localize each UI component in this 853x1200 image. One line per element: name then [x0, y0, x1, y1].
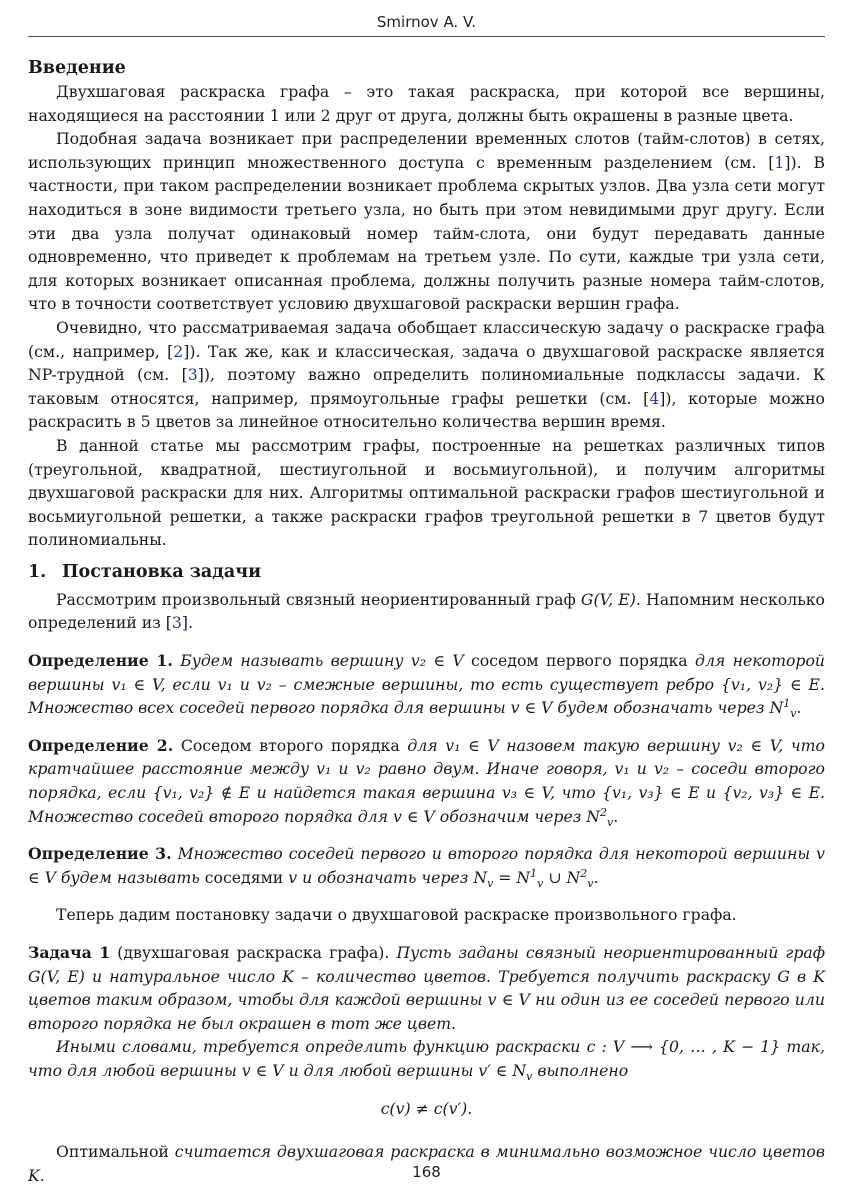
section-1-number: 1. — [28, 561, 47, 582]
definition-2 — [28, 734, 825, 828]
task1-sm2: v ∈ V — [241, 1060, 284, 1080]
citation-link-1[interactable]: 1 — [774, 152, 785, 172]
def2-m10: {v₂, v₃} ∈ E — [722, 783, 821, 803]
citation-link-3[interactable]: 3 — [187, 365, 198, 385]
task1-t1: Пусть заданы связный неориентированный граф — [389, 943, 825, 962]
task1-sm1: c : V ⟶ {0, … , K − 1} — [586, 1037, 781, 1057]
task1-s1: Иными словами, требуется определить функцию раскраски — [56, 1037, 587, 1057]
def2-m4: v₂ — [355, 759, 371, 779]
task-1-restatement — [28, 1035, 825, 1082]
def3-m5sup: 2 — [580, 866, 588, 880]
def2-m6: v₂ — [654, 759, 670, 779]
def1-m7: N — [769, 698, 784, 718]
def1-m5: {v₁, v₂} ∈ E — [720, 674, 821, 694]
def1-t8: будем обозначать через — [552, 698, 770, 718]
def1-t7: . Множество всех соседей первого порядка для вершины — [28, 674, 826, 718]
task1-m1: G(V, E) — [28, 966, 85, 986]
intro-heading: Введение — [28, 58, 126, 78]
def3-m5sub: v — [587, 876, 594, 890]
task1-m4: K — [813, 966, 825, 986]
def2-t10: , что — [550, 783, 602, 803]
def2-m9: {v₁, v₃} ∈ E — [601, 783, 700, 803]
intro-paragraph-1: Двухшаговая раскраска графа – это такая раскраска, при которой все вершины, находящиеся на расстоянии 1 или 2 друг от друга, должны быть окрашены в разные цвета. — [28, 82, 825, 125]
def1-m3: v₁ — [217, 674, 233, 694]
definition-3 — [28, 842, 825, 889]
task1-t4: в — [789, 966, 814, 986]
def3-t3: соседями — [204, 867, 289, 887]
def3-m3: N — [473, 867, 488, 887]
definition-2-label: Определение 2. — [28, 735, 174, 755]
def3-m5: ∪ N — [543, 867, 581, 887]
def3-t1: Множество соседей первого и второго порядка для некоторой вершины — [177, 844, 817, 864]
def2-n2-symbol — [586, 805, 614, 829]
def1-m4: v₂ — [256, 674, 272, 694]
def2-t9: и найдется такая вершина — [250, 783, 502, 803]
def2-t5: и — [331, 759, 356, 779]
article-body — [28, 56, 825, 1187]
task1-sm3: v′ ∈ N — [478, 1060, 527, 1080]
def2-t13: обозначим через — [434, 806, 587, 826]
def1-m1: v₂ ∈ V — [410, 651, 464, 671]
definition-3-label: Определение 3. — [28, 844, 172, 864]
def2-t11: и — [699, 783, 723, 803]
def2-t7: и — [629, 759, 655, 779]
def2-t4: , что кратчайшее расстояние между — [28, 735, 825, 779]
running-head-author: Smirnov A. V. — [376, 13, 477, 31]
task1-m5: v ∈ V — [487, 990, 530, 1010]
intro-paragraph-3 — [28, 316, 825, 434]
def2-t3: назовем такую вершину — [498, 735, 728, 755]
def1-t4: , если — [160, 674, 218, 694]
def1-t3: для некоторой вершины — [28, 651, 825, 694]
section-1-heading — [28, 560, 825, 584]
citation-link-3b[interactable]: 3 — [171, 613, 182, 633]
def2-m2: v₂ ∈ V — [727, 735, 779, 755]
def3-m2: v — [288, 867, 298, 887]
transition-paragraph: Теперь дадим постановку задачи о двухшаговой раскраске произвольного графа. — [56, 905, 737, 925]
intro-paragraph-4: В данной статье мы рассмотрим графы, построенные на решетках различных типов (треугольной, квадратной, шестиугольной и восьмиугольной), и получим алгоритмы двухшаговой раскраски для них. Алгоритмы оптимальной раскраски графов шестиугольной и восьмиугольной решетки, а также раскраски графов треугольной решетки в 7 цветов будут полиномиальны. — [28, 435, 825, 550]
task-1 — [28, 941, 825, 1035]
intro-paragraph-2 — [28, 127, 825, 316]
def1-t6: – смежные вершины, то есть существует ребро — [271, 674, 721, 694]
def3-t4: и обозначать через — [297, 867, 474, 887]
def3-m4sub: v — [537, 876, 544, 890]
task1-t3: – количество цветов. Требуется получить раскраску — [293, 966, 778, 986]
page-number: 168 — [412, 1163, 441, 1181]
def3-m4sup: 1 — [530, 866, 538, 880]
intro-p3-text-c: ]), поэтому важно определить полиномиальные подклассы задачи. К таковым относятся, например, прямоугольные графы решетки (см. [ — [28, 365, 825, 408]
task1-s2: так, что для любой вершины — [28, 1037, 825, 1080]
def1-m2: v₁ ∈ V — [111, 674, 161, 694]
task-1-parenthetical: (двухшаговая раскраска графа). — [110, 943, 390, 962]
def2-m1: v₁ ∈ V — [445, 735, 499, 755]
intro-p3-text-d: ]), которые можно раскрасить в 5 цветов за линейное относительно количества вершин время. — [28, 388, 825, 432]
section-1-title: Постановка задачи — [62, 561, 262, 582]
def3-m4: = N — [493, 867, 531, 887]
def2-m11: v ∈ V — [393, 806, 435, 826]
def2-t2: для — [407, 735, 446, 755]
final-t3: K — [28, 1165, 40, 1185]
definition-1 — [28, 649, 825, 720]
citation-link-2[interactable]: 2 — [173, 341, 184, 361]
def3-m1: v ∈ V — [28, 844, 825, 887]
def1-m6: v ∈ V — [510, 698, 553, 718]
def2-m12: N — [586, 806, 601, 826]
def3-nv-formula — [473, 866, 594, 890]
def1-m7sup: 1 — [783, 697, 791, 711]
definition-1-label: Определение 1. — [28, 651, 173, 671]
display-formula: c(v) ≠ c(v′). — [380, 1098, 473, 1118]
citation-link-4[interactable]: 4 — [649, 388, 660, 408]
def2-t12: . Множество соседей второго порядка для — [28, 783, 826, 826]
task-1-label: Задача 1 — [28, 943, 111, 962]
def2-t6: равно двум. Иначе говоря, — [370, 759, 615, 779]
def1-t2: соседом первого порядка — [463, 651, 695, 671]
def1-t9: . — [796, 698, 802, 718]
def2-m12sup: 2 — [600, 805, 608, 819]
def3-t5: . — [593, 867, 599, 887]
task1-m2: K — [282, 966, 294, 986]
task1-m3: G — [777, 966, 790, 986]
task1-t2: и натуральное число — [84, 966, 283, 986]
def3-m3sub: v — [487, 876, 494, 890]
def1-m7sub: v — [790, 707, 797, 721]
section-1-text-b: . Напомним несколько определений из [ — [28, 589, 825, 633]
intro-p2-text-a: Подобная задача возникает при распределении временных слотов (тайм-слотов) в сетях, использующих принцип множественного доступа с временным разделением (см. [ — [28, 129, 825, 172]
final-t1: Оптимальной — [56, 1142, 169, 1162]
task1-t6: ни один из ее соседей первого или второго порядка не был окрашен в тот же цвет. — [28, 990, 825, 1033]
task1-s4: выполнено — [532, 1060, 629, 1080]
def1-t5: и — [232, 674, 257, 694]
intro-p3-text-a: Очевидно, что рассматриваемая задача обобщает классическую задачу о раскраске графа (см., например, [ — [28, 317, 825, 361]
task1-t5: цветов таким образом, чтобы для каждой вершины — [28, 990, 488, 1010]
final-t2: считается двухшаговая раскраска в минимально возможное число цветов — [168, 1142, 825, 1162]
def2-m3: v₁ — [316, 759, 332, 779]
def1-t1: Будем называть вершину — [180, 651, 411, 671]
task1-sm3-group — [478, 1060, 533, 1084]
def2-m7: {v₁, v₂} ∉ E — [152, 783, 251, 803]
intro-p2-text-b: ]). В частности, при таком распределении возникает проблема скрытых узлов. Два узла сети могут находиться в зоне видимости третьего узла, но быть при этом невидимыми друг другу. Если эти два узла получат одинаковый номер тайм-слота, они будут передавать данные одновременно, что приведет к проблемам на третьем узле. По сути, каждые три узла сети, для которых возникает описанная проблема, должны получить разные номера тайм-слотов, что в точности соответствует условию двухшаговой раскраски вершин графа. — [28, 152, 825, 314]
math-graph-g: G(V, E) — [580, 589, 636, 609]
def2-m5: v₁ — [614, 759, 630, 779]
header-divider — [28, 36, 825, 37]
def2-m8: v₃ ∈ V — [501, 783, 551, 803]
section-1-text-a: Рассмотрим произвольный связный неориентированный граф — [56, 589, 581, 609]
final-t4: . — [39, 1165, 45, 1185]
def1-n1-symbol — [769, 697, 797, 721]
def2-t14: . — [613, 806, 619, 826]
task1-sm3sub: v — [526, 1070, 533, 1084]
def2-t8: – соседи второго порядка, если — [28, 759, 825, 803]
def3-t2: будем называть — [55, 867, 205, 887]
section-1-text-c: ]. — [181, 613, 193, 633]
def2-t1: Соседом второго порядка — [180, 735, 408, 755]
intro-p3-text-b: ]). Так же, как и классическая, задача о двухшаговой раскраске является NP-трудной (см. [ — [28, 341, 826, 385]
section-1-paragraph — [28, 588, 825, 635]
task1-s3: и для любой вершины — [283, 1060, 479, 1080]
def2-m12sub: v — [607, 815, 614, 829]
